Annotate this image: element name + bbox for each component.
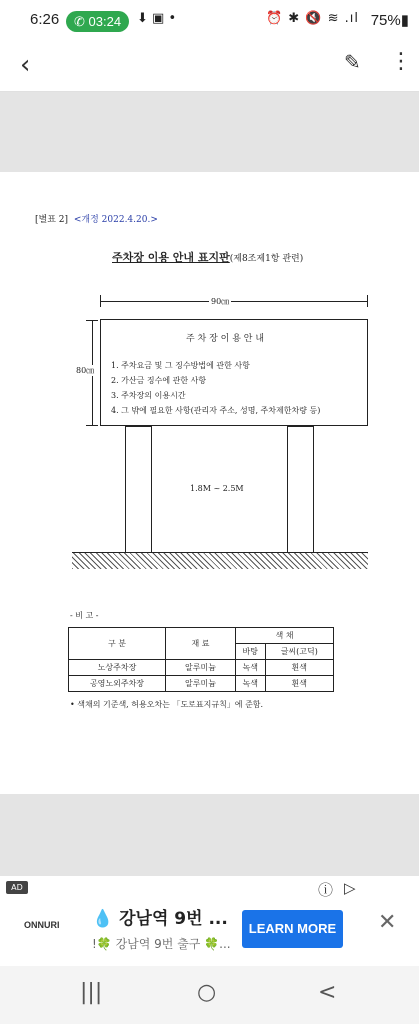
cell-background: 녹색 [236,676,266,692]
table-row [69,676,334,692]
ad-tag: AD [6,881,28,894]
blood-drop-icon: 💧 [92,909,114,929]
system-icons: ⏰ ✱ 🔇 ≋ .ıl [265,11,359,26]
recents-button[interactable]: ||| [80,980,103,1005]
pole-left [125,426,152,553]
home-button[interactable]: ○ [197,980,217,1005]
chevron-left-icon[interactable]: ‹ [20,50,31,80]
height-label: 80㎝ [76,366,95,375]
cell-text-color: 흰색 [265,676,333,692]
document-page[interactable] [0,172,419,794]
status-bar [0,0,419,40]
revision-note: <개정 2022.4.20.> [73,215,158,225]
ad-banner[interactable] [0,876,419,966]
annex-label: [별표 2] [35,215,68,225]
annex-header [35,212,158,225]
col-header-background: 바탕 [236,644,266,660]
draw-icon[interactable]: ✎ [344,50,361,74]
cell-material: 알루미늄 [166,660,236,676]
width-dimension-line [100,301,368,302]
width-tick-left [100,295,101,307]
width-label: 90㎝ [211,297,230,306]
col-header-color: 색 채 [236,628,334,644]
more-vertical-icon[interactable]: ⋮ [390,49,412,74]
ad-subline: !🍀 강남역 9번 출구 🍀... [92,937,231,951]
ground-hatching [72,552,368,569]
specification-table [68,627,334,692]
sign-item: 1. 주차요금 및 그 징수방법에 관한 사항 [111,361,250,370]
adchoices-icon[interactable]: ▷ [344,879,356,897]
sign-item: 2. 가산금 징수에 관한 사항 [111,376,207,385]
call-timer: 03:24 [88,14,122,29]
footnote: • 색채의 기준색, 허용오차는 「도로표지규칙」에 준함. [70,700,264,709]
page-gap-top [0,92,419,172]
viewer-toolbar [0,40,419,92]
pole-height-label: 1.8M ~ 2.5M [190,484,244,493]
system-nav-bar [0,966,419,1024]
cell-background: 녹색 [236,660,266,676]
call-timer-chip[interactable]: ✆ 03:24 [66,11,129,32]
title-ref: (제8조제1항 관련) [229,254,304,264]
info-icon[interactable]: ⓘ [318,881,334,899]
height-tick-top [86,320,98,321]
col-header-category: 구 분 [69,628,166,660]
height-tick-bottom [86,425,98,426]
table-row [69,660,334,676]
col-header-material: 재 료 [166,628,236,660]
pole-right [287,426,314,553]
cell-material: 알루미늄 [166,676,236,692]
advertiser-logo: ONNURI [24,920,60,930]
sign-item: 3. 주차장의 이용시간 [111,391,186,400]
sign-board [100,319,368,426]
document-title [112,249,303,265]
learn-more-button[interactable]: LEARN MORE [242,910,343,948]
sign-item: 4. 그 밖에 필요한 사항(관리자 주소, 성명, 주차제한차량 등) [111,406,321,415]
notification-icons: ⬇ ▣ • [137,11,177,26]
status-time: 6:26 [30,11,60,28]
width-tick-right [367,295,368,307]
battery-level: 75%▮ [370,12,409,29]
sign-title: 주 차 장 이 용 안 내 [186,334,265,344]
cell-category: 노상주차장 [69,660,166,676]
ad-headline[interactable]: 💧 강남역 9번 ... [92,909,228,929]
remarks-title: - 비 고 - [70,611,99,620]
close-icon[interactable]: ✕ [378,910,397,935]
cell-text-color: 흰색 [265,660,333,676]
page-gap-bottom [0,794,419,876]
title-main: 주차장 이용 안내 표지판 [112,251,230,264]
back-button[interactable]: < [318,980,337,1005]
cell-category: 공영노외주차장 [69,676,166,692]
col-header-text: 글씨(고딕) [265,644,333,660]
